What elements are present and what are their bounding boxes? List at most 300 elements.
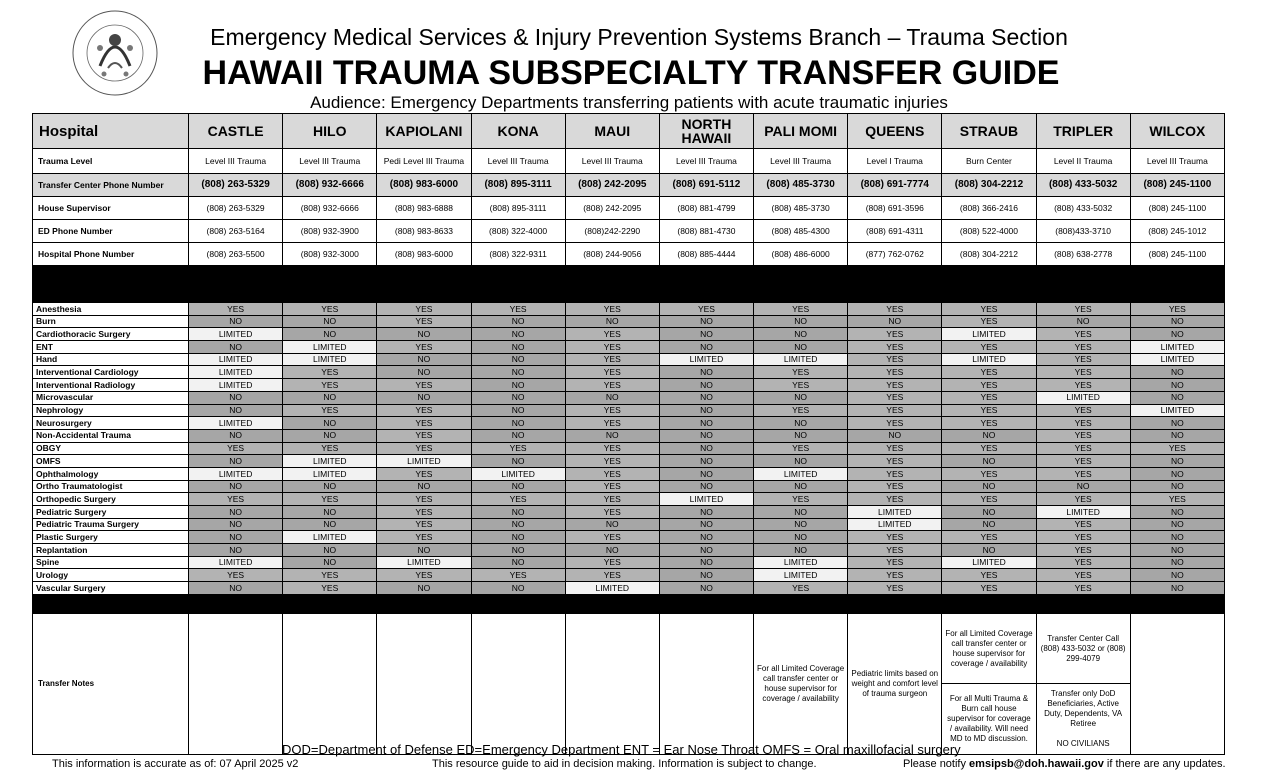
specialty-row xyxy=(33,391,1225,404)
availability-cell: NO xyxy=(283,328,377,341)
availability-cell: LIMITED xyxy=(283,341,377,354)
page-title: HAWAII TRAUMA SUBSPECIALTY TRANSFER GUIDE xyxy=(202,54,1060,92)
availability-cell: NO xyxy=(565,518,659,531)
availability-cell: YES xyxy=(377,518,471,531)
specialty-row xyxy=(33,328,1225,341)
specialty-label: Non-Accidental Trauma xyxy=(33,429,189,442)
availability-cell: YES xyxy=(283,442,377,455)
availability-cell: LIMITED xyxy=(565,582,659,595)
availability-cell: NO xyxy=(1130,366,1224,379)
availability-cell: NO xyxy=(189,506,283,519)
availability-cell: NO xyxy=(283,556,377,569)
availability-cell: NO xyxy=(1130,506,1224,519)
divider-cell xyxy=(565,266,659,303)
availability-cell: LIMITED xyxy=(1130,341,1224,354)
availability-cell: YES xyxy=(942,303,1036,316)
availability-cell: NO xyxy=(189,531,283,544)
info-cell: (808) 983-6000 xyxy=(377,174,471,197)
availability-cell: YES xyxy=(565,303,659,316)
specialty-row xyxy=(33,429,1225,442)
availability-cell: YES xyxy=(377,379,471,392)
availability-cell: NO xyxy=(283,544,377,557)
availability-cell: NO xyxy=(1036,480,1130,493)
divider-cell xyxy=(754,266,848,303)
availability-cell: NO xyxy=(377,480,471,493)
availability-cell: YES xyxy=(471,569,565,582)
availability-cell: NO xyxy=(471,455,565,468)
availability-cell: NO xyxy=(754,480,848,493)
availability-cell: LIMITED xyxy=(754,467,848,480)
divider-cell xyxy=(848,266,942,303)
availability-cell: YES xyxy=(565,531,659,544)
specialty-label: Plastic Surgery xyxy=(33,531,189,544)
branch-subtitle: Emergency Medical Services & Injury Prevention Systems Branch – Trauma Section xyxy=(210,24,1068,50)
availability-cell: LIMITED xyxy=(942,556,1036,569)
transfer-note-cell xyxy=(1130,613,1224,754)
divider-cell xyxy=(189,594,283,613)
specialty-row xyxy=(33,455,1225,468)
availability-cell: NO xyxy=(283,506,377,519)
divider-cell xyxy=(283,594,377,613)
info-cell: (808) 881-4730 xyxy=(659,220,753,243)
availability-cell: NO xyxy=(1130,582,1224,595)
specialty-row xyxy=(33,518,1225,531)
availability-cell: NO xyxy=(471,353,565,366)
note-top: Transfer Center Call (808) 433-5032 or (808) 299-4079 xyxy=(1040,633,1126,663)
availability-cell: LIMITED xyxy=(189,366,283,379)
info-cell: Level III Trauma xyxy=(189,149,283,174)
availability-cell: YES xyxy=(848,417,942,430)
availability-cell: NO xyxy=(189,429,283,442)
divider-cell xyxy=(1130,594,1224,613)
specialty-row xyxy=(33,544,1225,557)
availability-cell: NO xyxy=(565,544,659,557)
specialty-label: Hand xyxy=(33,353,189,366)
transfer-note-cell: Pediatric limits based on weight and comfort level of trauma surgeon xyxy=(848,613,942,754)
availability-cell: LIMITED xyxy=(1036,391,1130,404)
info-cell: (808) 244-9056 xyxy=(565,243,659,266)
availability-cell: YES xyxy=(1036,493,1130,506)
availability-cell: NO xyxy=(1036,315,1130,328)
specialty-label: Ophthalmology xyxy=(33,467,189,480)
info-cell: (808) 983-8633 xyxy=(377,220,471,243)
specialty-label: Pediatric Surgery xyxy=(33,506,189,519)
info-cell: (808) 691-7774 xyxy=(848,174,942,197)
availability-cell: LIMITED xyxy=(189,353,283,366)
availability-cell: LIMITED xyxy=(189,556,283,569)
availability-cell: NO xyxy=(471,315,565,328)
availability-cell: NO xyxy=(754,391,848,404)
availability-cell: NO xyxy=(754,506,848,519)
availability-cell: LIMITED xyxy=(189,328,283,341)
info-cell: (808) 522-4000 xyxy=(942,220,1036,243)
availability-cell: YES xyxy=(942,467,1036,480)
availability-cell: NO xyxy=(189,518,283,531)
availability-cell: YES xyxy=(565,467,659,480)
info-cell: (808) 895-3111 xyxy=(471,197,565,220)
transfer-note-cell xyxy=(377,613,471,754)
availability-cell: YES xyxy=(848,544,942,557)
availability-cell: NO xyxy=(754,544,848,557)
availability-cell: LIMITED xyxy=(659,353,753,366)
availability-cell: YES xyxy=(189,569,283,582)
availability-cell: YES xyxy=(565,328,659,341)
availability-cell: YES xyxy=(1036,379,1130,392)
hospital-header: KAPIOLANI xyxy=(377,114,471,149)
availability-cell: YES xyxy=(1036,518,1130,531)
availability-cell: NO xyxy=(1130,417,1224,430)
divider-cell xyxy=(471,266,565,303)
info-cell: (808) 932-6666 xyxy=(283,197,377,220)
availability-cell: YES xyxy=(1130,493,1224,506)
transfer-note-cell xyxy=(659,613,753,754)
availability-cell: NO xyxy=(659,379,753,392)
hospital-header: QUEENS xyxy=(848,114,942,149)
availability-cell: YES xyxy=(1036,467,1130,480)
availability-cell: NO xyxy=(942,429,1036,442)
info-cell: (808) 691-4311 xyxy=(848,220,942,243)
availability-cell: YES xyxy=(377,341,471,354)
availability-cell: NO xyxy=(283,480,377,493)
availability-cell: YES xyxy=(283,379,377,392)
availability-cell: YES xyxy=(659,303,753,316)
hospital-header: MAUI xyxy=(565,114,659,149)
info-cell: (808) 638-2778 xyxy=(1036,243,1130,266)
availability-cell: NO xyxy=(283,429,377,442)
row-label: ED Phone Number xyxy=(33,220,189,243)
availability-cell: YES xyxy=(565,353,659,366)
availability-cell: NO xyxy=(283,315,377,328)
availability-cell: YES xyxy=(942,315,1036,328)
info-cell: (808) 245-1100 xyxy=(1130,197,1224,220)
availability-cell: NO xyxy=(1130,531,1224,544)
info-cell: Burn Center xyxy=(942,149,1036,174)
specialty-label: Burn xyxy=(33,315,189,328)
availability-cell: LIMITED xyxy=(377,455,471,468)
availability-cell: YES xyxy=(283,569,377,582)
info-row xyxy=(33,197,1225,220)
specialty-row xyxy=(33,341,1225,354)
availability-cell: NO xyxy=(189,404,283,417)
divider-cell xyxy=(283,266,377,303)
transfer-note-cell xyxy=(471,613,565,754)
availability-cell: YES xyxy=(848,353,942,366)
availability-cell: NO xyxy=(659,480,753,493)
divider-cell xyxy=(942,594,1036,613)
availability-cell: NO xyxy=(659,442,753,455)
info-cell: (808) 485-3730 xyxy=(754,174,848,197)
availability-cell: LIMITED xyxy=(377,556,471,569)
availability-cell: YES xyxy=(848,556,942,569)
availability-cell: YES xyxy=(848,582,942,595)
transfer-note-cell xyxy=(1036,613,1130,754)
transfer-note-cell xyxy=(565,613,659,754)
availability-cell: NO xyxy=(471,341,565,354)
availability-cell: NO xyxy=(377,391,471,404)
info-cell: Level III Trauma xyxy=(283,149,377,174)
availability-cell: NO xyxy=(471,582,565,595)
availability-cell: LIMITED xyxy=(283,353,377,366)
availability-cell: NO xyxy=(659,506,753,519)
availability-cell: NO xyxy=(754,531,848,544)
info-row xyxy=(33,174,1225,197)
availability-cell: LIMITED xyxy=(1130,404,1224,417)
availability-cell: YES xyxy=(1036,442,1130,455)
specialty-row xyxy=(33,556,1225,569)
info-cell: (808) 263-5329 xyxy=(189,197,283,220)
availability-cell: NO xyxy=(1130,518,1224,531)
availability-cell: YES xyxy=(1036,353,1130,366)
info-cell: (808) 691-3596 xyxy=(848,197,942,220)
info-cell: (808) 245-1100 xyxy=(1130,174,1224,197)
availability-cell: NO xyxy=(659,366,753,379)
availability-cell: NO xyxy=(659,417,753,430)
specialty-row xyxy=(33,493,1225,506)
specialty-label: OMFS xyxy=(33,455,189,468)
availability-cell: NO xyxy=(1130,467,1224,480)
availability-cell: NO xyxy=(659,467,753,480)
availability-cell: YES xyxy=(848,391,942,404)
row-label: Hospital Phone Number xyxy=(33,243,189,266)
availability-cell: NO xyxy=(1130,544,1224,557)
availability-cell: YES xyxy=(377,506,471,519)
info-cell: (808) 304-2212 xyxy=(942,174,1036,197)
availability-cell: YES xyxy=(377,404,471,417)
divider-row xyxy=(33,594,1225,613)
availability-cell: NO xyxy=(189,341,283,354)
availability-cell: NO xyxy=(754,518,848,531)
availability-cell: NO xyxy=(659,341,753,354)
availability-cell: NO xyxy=(1130,391,1224,404)
transfer-guide-table xyxy=(32,113,1225,755)
availability-cell: NO xyxy=(377,328,471,341)
info-cell: (808) 885-4444 xyxy=(659,243,753,266)
divider-cell xyxy=(1130,266,1224,303)
divider-cell xyxy=(189,266,283,303)
availability-cell: YES xyxy=(942,569,1036,582)
availability-cell: NO xyxy=(1130,455,1224,468)
hospital-header: PALI MOMI xyxy=(754,114,848,149)
availability-cell: NO xyxy=(565,315,659,328)
availability-cell: YES xyxy=(754,366,848,379)
availability-cell: YES xyxy=(565,556,659,569)
availability-cell: NO xyxy=(189,391,283,404)
availability-cell: NO xyxy=(1130,328,1224,341)
availability-cell: NO xyxy=(659,391,753,404)
availability-cell: NO xyxy=(189,582,283,595)
specialty-row xyxy=(33,467,1225,480)
availability-cell: NO xyxy=(471,429,565,442)
availability-cell: YES xyxy=(1036,303,1130,316)
availability-cell: YES xyxy=(283,303,377,316)
availability-cell: YES xyxy=(377,303,471,316)
availability-cell: YES xyxy=(848,480,942,493)
availability-cell: YES xyxy=(565,404,659,417)
abbreviations-legend: DOD=Department of Defense ED=Emergency Department ENT = Ear Nose Throat OMFS = Oral maxillofacial surgery xyxy=(282,742,961,757)
notify-prefix: Please notify xyxy=(903,758,970,770)
note-bottom: For all Multi Trauma & Burn call house supervisor for coverage / availability. Will need MD to MD discussion. xyxy=(942,683,1035,754)
info-cell: (808) 983-6888 xyxy=(377,197,471,220)
note-eligibility: Transfer only DoD Beneficiaries, Active Duty, Dependents, VA Retiree xyxy=(1044,689,1123,729)
availability-cell: LIMITED xyxy=(942,328,1036,341)
availability-cell: YES xyxy=(848,467,942,480)
hospital-header: KONA xyxy=(471,114,565,149)
availability-cell: LIMITED xyxy=(942,353,1036,366)
availability-cell: YES xyxy=(848,366,942,379)
info-cell: (808) 932-6666 xyxy=(283,174,377,197)
availability-cell: YES xyxy=(565,480,659,493)
availability-cell: YES xyxy=(848,404,942,417)
transfer-note-cell: For all Limited Coverage call transfer center or house supervisor for coverage / availability xyxy=(754,613,848,754)
info-cell: (808) 245-1012 xyxy=(1130,220,1224,243)
availability-cell: NO xyxy=(659,531,753,544)
specialty-label: Ortho Traumatologist xyxy=(33,480,189,493)
info-cell: (808) 485-4300 xyxy=(754,220,848,243)
availability-cell: LIMITED xyxy=(283,467,377,480)
info-cell: (808) 691-5112 xyxy=(659,174,753,197)
availability-cell: YES xyxy=(1130,442,1224,455)
info-cell: (808) 433-5032 xyxy=(1036,174,1130,197)
availability-cell: YES xyxy=(754,582,848,595)
info-cell: (808) 486-6000 xyxy=(754,243,848,266)
availability-cell: NO xyxy=(377,366,471,379)
specialty-label: Replantation xyxy=(33,544,189,557)
info-row xyxy=(33,149,1225,174)
availability-cell: YES xyxy=(283,493,377,506)
specialty-label: Anesthesia xyxy=(33,303,189,316)
availability-cell: YES xyxy=(565,379,659,392)
availability-cell: NO xyxy=(471,366,565,379)
availability-cell: NO xyxy=(942,518,1036,531)
availability-cell: YES xyxy=(848,455,942,468)
info-cell: Level III Trauma xyxy=(754,149,848,174)
availability-cell: NO xyxy=(942,544,1036,557)
availability-cell: NO xyxy=(471,379,565,392)
availability-cell: NO xyxy=(1130,429,1224,442)
availability-cell: YES xyxy=(942,379,1036,392)
availability-cell: NO xyxy=(471,544,565,557)
info-cell: Pedi Level III Trauma xyxy=(377,149,471,174)
availability-cell: YES xyxy=(848,328,942,341)
availability-cell: YES xyxy=(471,442,565,455)
availability-cell: LIMITED xyxy=(659,493,753,506)
availability-cell: YES xyxy=(942,531,1036,544)
availability-cell: NO xyxy=(659,569,753,582)
availability-cell: YES xyxy=(1036,531,1130,544)
specialty-label: Cardiothoracic Surgery xyxy=(33,328,189,341)
note-no-civilians: NO CIVILIANS xyxy=(1056,739,1110,749)
availability-cell: NO xyxy=(565,429,659,442)
availability-cell: LIMITED xyxy=(189,379,283,392)
specialty-label: Interventional Cardiology xyxy=(33,366,189,379)
availability-cell: NO xyxy=(377,353,471,366)
specialty-label: Microvascular xyxy=(33,391,189,404)
availability-cell: NO xyxy=(471,518,565,531)
availability-cell: NO xyxy=(283,391,377,404)
availability-cell: NO xyxy=(565,391,659,404)
divider-row xyxy=(33,266,1225,303)
availability-cell: NO xyxy=(1130,379,1224,392)
availability-cell: YES xyxy=(565,341,659,354)
row-label: Trauma Level xyxy=(33,149,189,174)
availability-cell: YES xyxy=(283,366,377,379)
availability-cell: YES xyxy=(377,315,471,328)
availability-cell: YES xyxy=(471,303,565,316)
availability-cell: YES xyxy=(565,455,659,468)
availability-cell: YES xyxy=(283,404,377,417)
availability-cell: YES xyxy=(942,417,1036,430)
availability-cell: NO xyxy=(659,429,753,442)
info-cell: (808) 366-2416 xyxy=(942,197,1036,220)
divider-cell xyxy=(942,266,1036,303)
info-cell: (808) 485-3730 xyxy=(754,197,848,220)
info-cell: Level I Trauma xyxy=(848,149,942,174)
availability-cell: LIMITED xyxy=(1130,353,1224,366)
availability-cell: NO xyxy=(1130,556,1224,569)
specialty-row xyxy=(33,531,1225,544)
hospital-header: HILO xyxy=(283,114,377,149)
availability-cell: YES xyxy=(1036,544,1130,557)
availability-cell: NO xyxy=(1130,480,1224,493)
specialty-row xyxy=(33,303,1225,316)
availability-cell: NO xyxy=(754,328,848,341)
info-cell: Level III Trauma xyxy=(1130,149,1224,174)
divider-cell xyxy=(565,594,659,613)
availability-cell: YES xyxy=(565,569,659,582)
availability-cell: YES xyxy=(754,442,848,455)
availability-cell: NO xyxy=(1130,569,1224,582)
info-cell: (808) 433-5032 xyxy=(1036,197,1130,220)
info-cell: (808) 263-5164 xyxy=(189,220,283,243)
availability-cell: NO xyxy=(471,328,565,341)
specialty-label: Vascular Surgery xyxy=(33,582,189,595)
availability-cell: NO xyxy=(1130,315,1224,328)
availability-cell: YES xyxy=(754,303,848,316)
row-label: Transfer Center Phone Number xyxy=(33,174,189,197)
specialty-row xyxy=(33,366,1225,379)
availability-cell: YES xyxy=(471,493,565,506)
availability-cell: YES xyxy=(848,379,942,392)
info-cell: (808) 932-3000 xyxy=(283,243,377,266)
availability-cell: NO xyxy=(377,582,471,595)
availability-cell: NO xyxy=(659,518,753,531)
availability-cell: NO xyxy=(283,518,377,531)
accuracy-note: This information is accurate as of: 07 April 2025 v2 xyxy=(52,758,299,770)
availability-cell: YES xyxy=(377,417,471,430)
specialty-label: Spine xyxy=(33,556,189,569)
availability-cell: YES xyxy=(189,442,283,455)
availability-cell: YES xyxy=(848,531,942,544)
info-cell: (808) 263-5500 xyxy=(189,243,283,266)
divider-cell xyxy=(848,594,942,613)
specialty-label: Interventional Radiology xyxy=(33,379,189,392)
info-cell: Level III Trauma xyxy=(471,149,565,174)
availability-cell: YES xyxy=(942,582,1036,595)
divider-cell xyxy=(1036,594,1130,613)
availability-cell: NO xyxy=(659,455,753,468)
availability-cell: LIMITED xyxy=(754,353,848,366)
availability-cell: YES xyxy=(1036,341,1130,354)
specialty-label: Urology xyxy=(33,569,189,582)
availability-cell: NO xyxy=(189,480,283,493)
availability-cell: LIMITED xyxy=(189,417,283,430)
info-cell: (808) 983-6000 xyxy=(377,243,471,266)
transfer-notes-label: Transfer Notes xyxy=(33,613,189,754)
availability-cell: NO xyxy=(659,544,753,557)
info-cell: (808) 242-2095 xyxy=(565,197,659,220)
hospital-header: CASTLE xyxy=(189,114,283,149)
disclaimer: This resource guide to aid in decision making. Information is subject to change. xyxy=(432,758,817,770)
